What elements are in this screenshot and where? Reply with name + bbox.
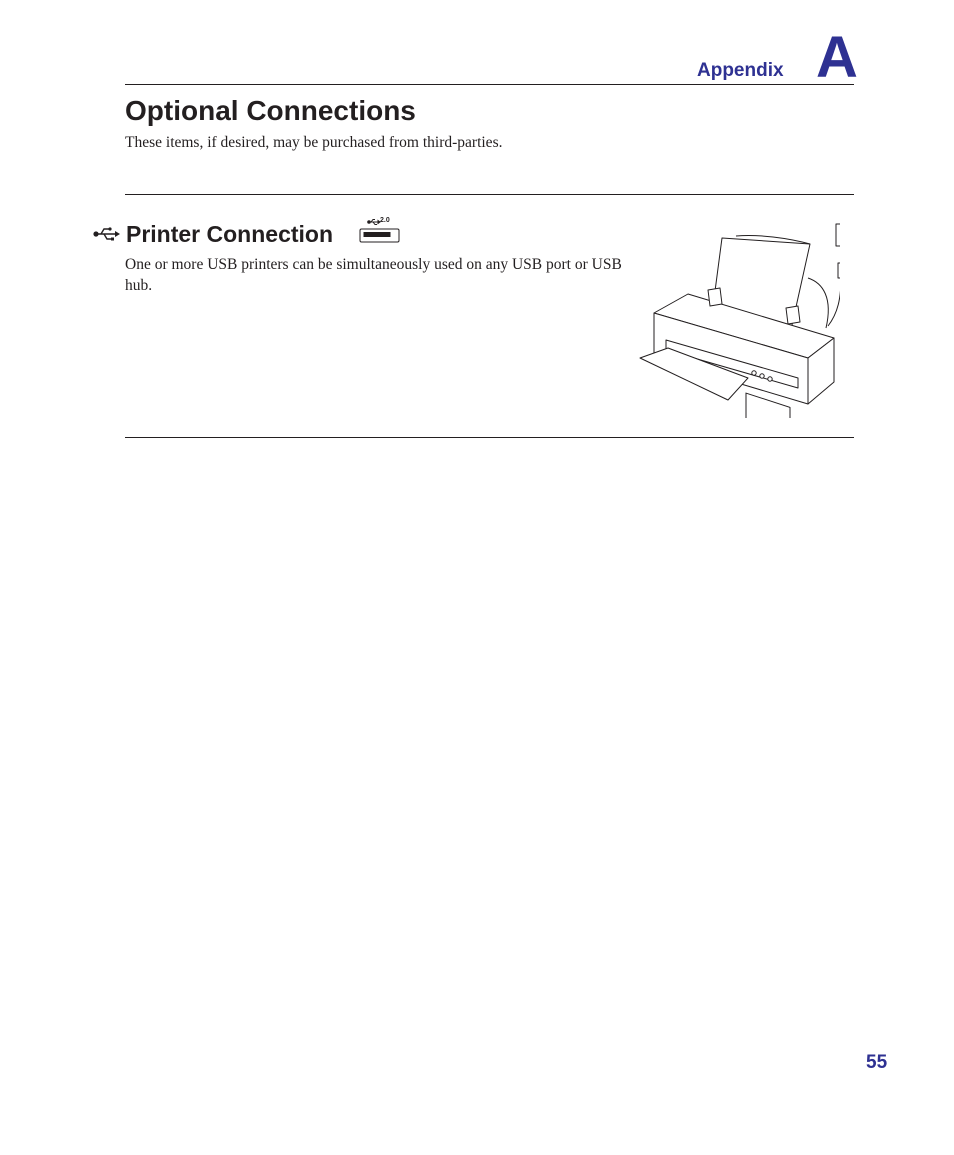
chapter-letter: A	[816, 25, 858, 90]
page-title: Optional Connections	[125, 95, 416, 126]
usb-icon	[93, 226, 121, 242]
chapter-label: Appendix	[697, 60, 784, 81]
printer-icon	[638, 218, 840, 418]
section-top-rule	[125, 194, 854, 195]
page-number: 55	[866, 1052, 888, 1073]
usb-version-label: 2.0	[380, 217, 390, 224]
section-bottom-rule	[125, 437, 854, 438]
intro-text: These items, if desired, may be purchased from third-parties.	[125, 134, 503, 151]
section-title: Printer Connection	[126, 221, 334, 247]
header-rule	[125, 84, 854, 85]
section-body: One or more USB printers can be simultaneously used on any USB port or USB hub.	[125, 256, 622, 294]
